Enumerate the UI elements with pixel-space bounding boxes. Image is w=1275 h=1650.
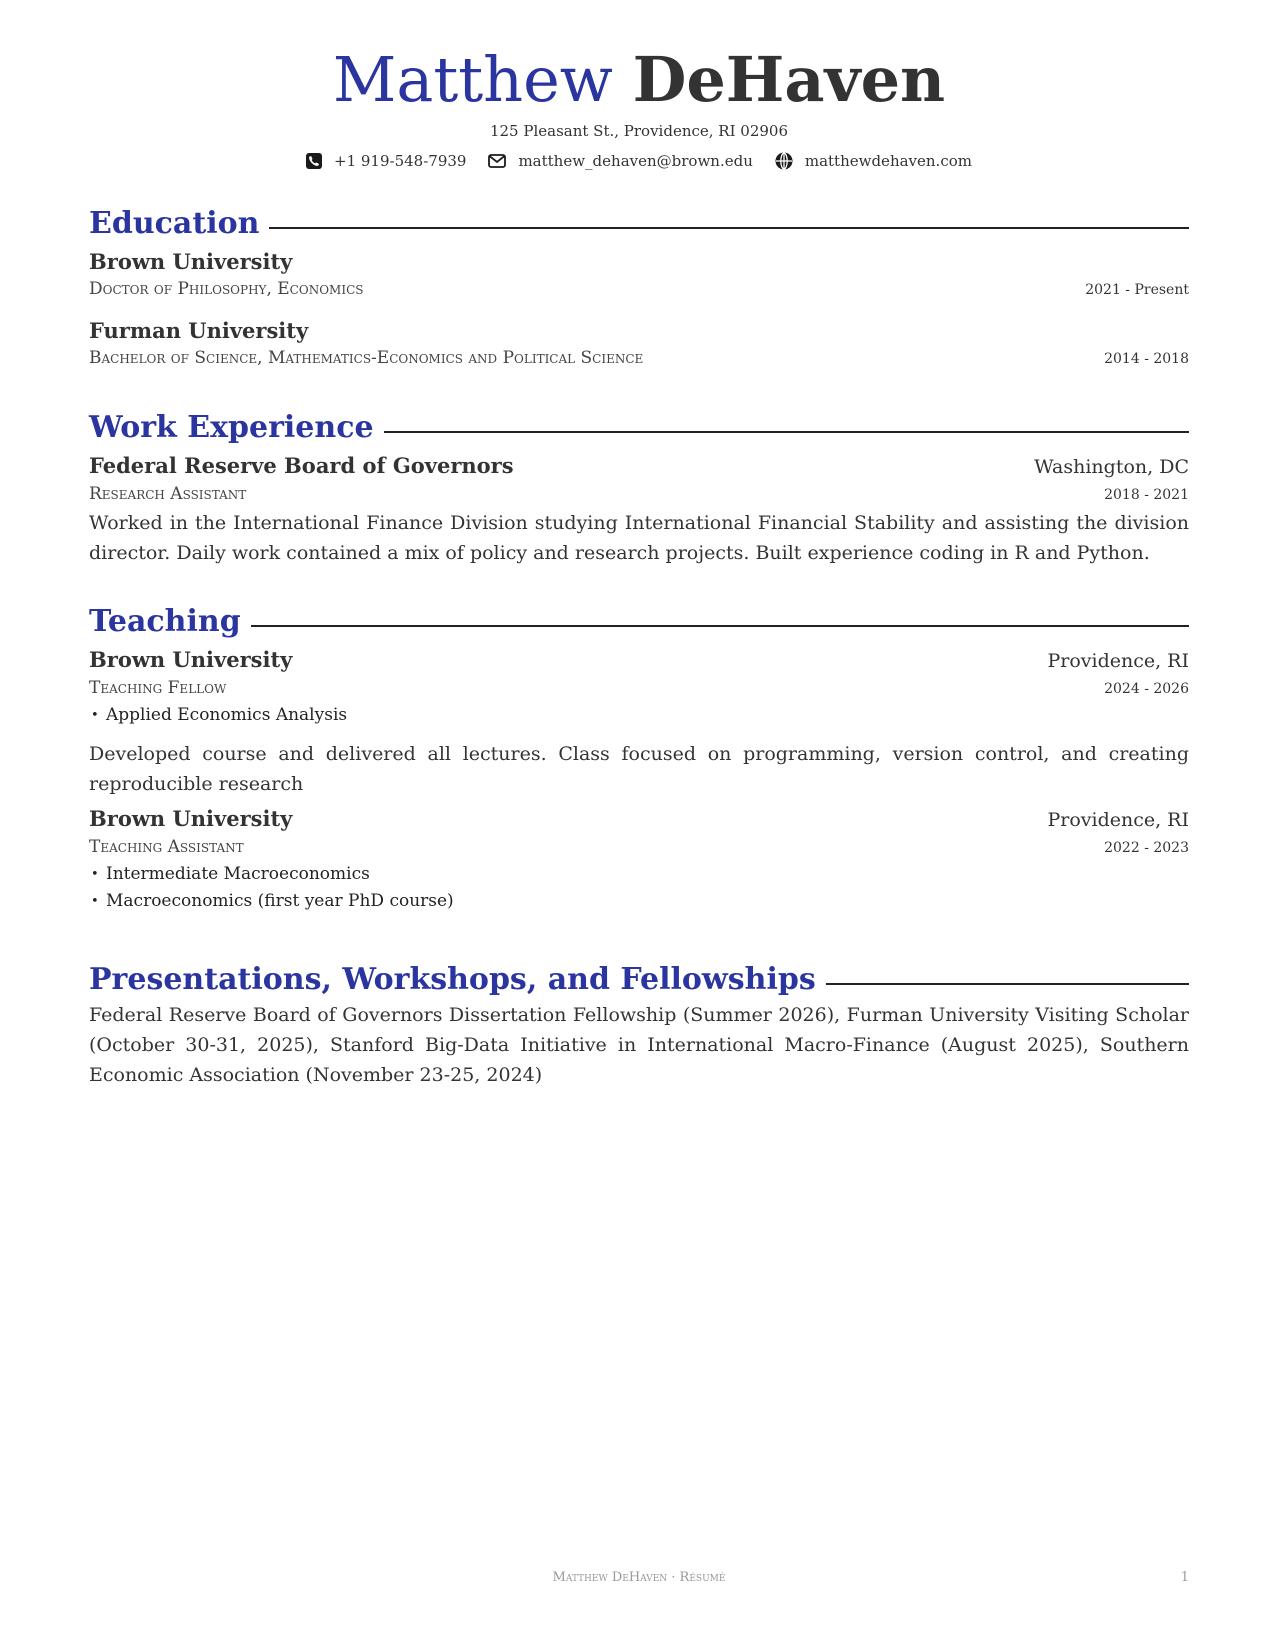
job-title: Research Assistant [89,484,247,504]
education-entry [89,248,1189,303]
institution-name: Brown University [89,806,293,831]
contact-bar [89,152,1189,170]
section-title: Teaching [89,604,241,639]
resume-header [89,40,1189,170]
work-heading [89,406,1189,446]
email-contact[interactable] [488,152,752,170]
course-list [89,702,1189,729]
dates: 2014 - 2018 [1104,351,1189,367]
section-rule [384,431,1189,433]
presentations-heading [89,958,1189,998]
employer-name: Federal Reserve Board of Governors [89,453,514,478]
education-section [89,202,1189,372]
full-name [89,40,1189,120]
org-row [89,646,1189,675]
phone-contact[interactable] [306,152,466,170]
dates: 2024 - 2026 [1104,681,1189,697]
work-entry [89,452,1189,568]
role-row [89,675,1189,702]
phone-icon [306,153,322,169]
envelope-icon [488,154,506,168]
institution-name: Furman University [89,318,309,343]
section-rule [826,983,1189,985]
position-title: Teaching Fellow [89,678,227,698]
work-section [89,406,1189,568]
job-description: Worked in the International Finance Division studying International Financial Stability and assisting the division director. Daily work contained a mix of policy and research projects. Built experience coding in R and Python. [89,512,1189,564]
website-link: matthewdehaven.com [804,152,972,170]
dates: 2021 - Present [1085,282,1189,298]
page-footer [89,1570,1189,1590]
list-item: • Applied Economics Analysis [89,702,1189,729]
org-row [89,452,1189,481]
degree: Bachelor of Science, Mathematics-Economics and Political Science [89,348,644,368]
institution-name: Brown University [89,647,293,672]
page-number: 1 [1180,1570,1189,1585]
dates: 2018 - 2021 [1104,487,1189,503]
teaching-heading [89,600,1189,640]
presentations-text: Federal Reserve Board of Governors Dissertation Fellowship (Summer 2026), Furman University Visiting Scholar (October 30-31, 2025), Stanford Big-Data Initiative in International Macro-Finance (August 2025), Southern Economic Association (November 23-25, 2024) [89,1004,1189,1086]
org-row [89,805,1189,834]
email-address: matthew_dehaven@brown.edu [518,152,753,170]
location: Providence, RI [1047,809,1189,831]
degree: Doctor of Philosophy, Economics [89,279,364,299]
location: Providence, RI [1047,650,1189,672]
position-title: Teaching Assistant [89,837,244,857]
address: 125 Pleasant St., Providence, RI 02906 [489,122,789,140]
list-item: • Macroeconomics (first year PhD course) [89,888,1189,915]
institution-name: Brown University [89,249,293,274]
role-row [89,481,1189,508]
course-list [89,861,1189,915]
teaching-entry [89,646,1189,799]
footer-title: Matthew DeHaven · Résumé [552,1570,726,1585]
website-contact[interactable] [775,152,972,170]
last-name: DeHaven [632,43,946,116]
presentations-section [89,958,1189,1090]
dates: 2022 - 2023 [1104,840,1189,856]
section-title: Work Experience [89,410,374,445]
section-rule [269,227,1189,229]
section-title: Presentations, Workshops, and Fellowships [89,962,816,997]
course-description: Developed course and delivered all lectures. Class focused on programming, version control, and creating reproducible research [89,743,1189,795]
first-name: Matthew [332,43,613,116]
resume-page [89,0,1189,1650]
phone-number: +1 919-548-7939 [334,152,467,170]
section-title: Education [89,206,260,241]
section-rule [251,625,1189,627]
teaching-entry [89,805,1189,915]
education-heading [89,202,1189,242]
globe-icon [775,152,793,170]
degree-row [89,276,1189,303]
degree-row [89,345,1189,372]
location: Washington, DC [1034,456,1189,478]
list-item: • Intermediate Macroeconomics [89,861,1189,888]
role-row [89,834,1189,861]
education-entry [89,317,1189,372]
teaching-section [89,600,1189,915]
